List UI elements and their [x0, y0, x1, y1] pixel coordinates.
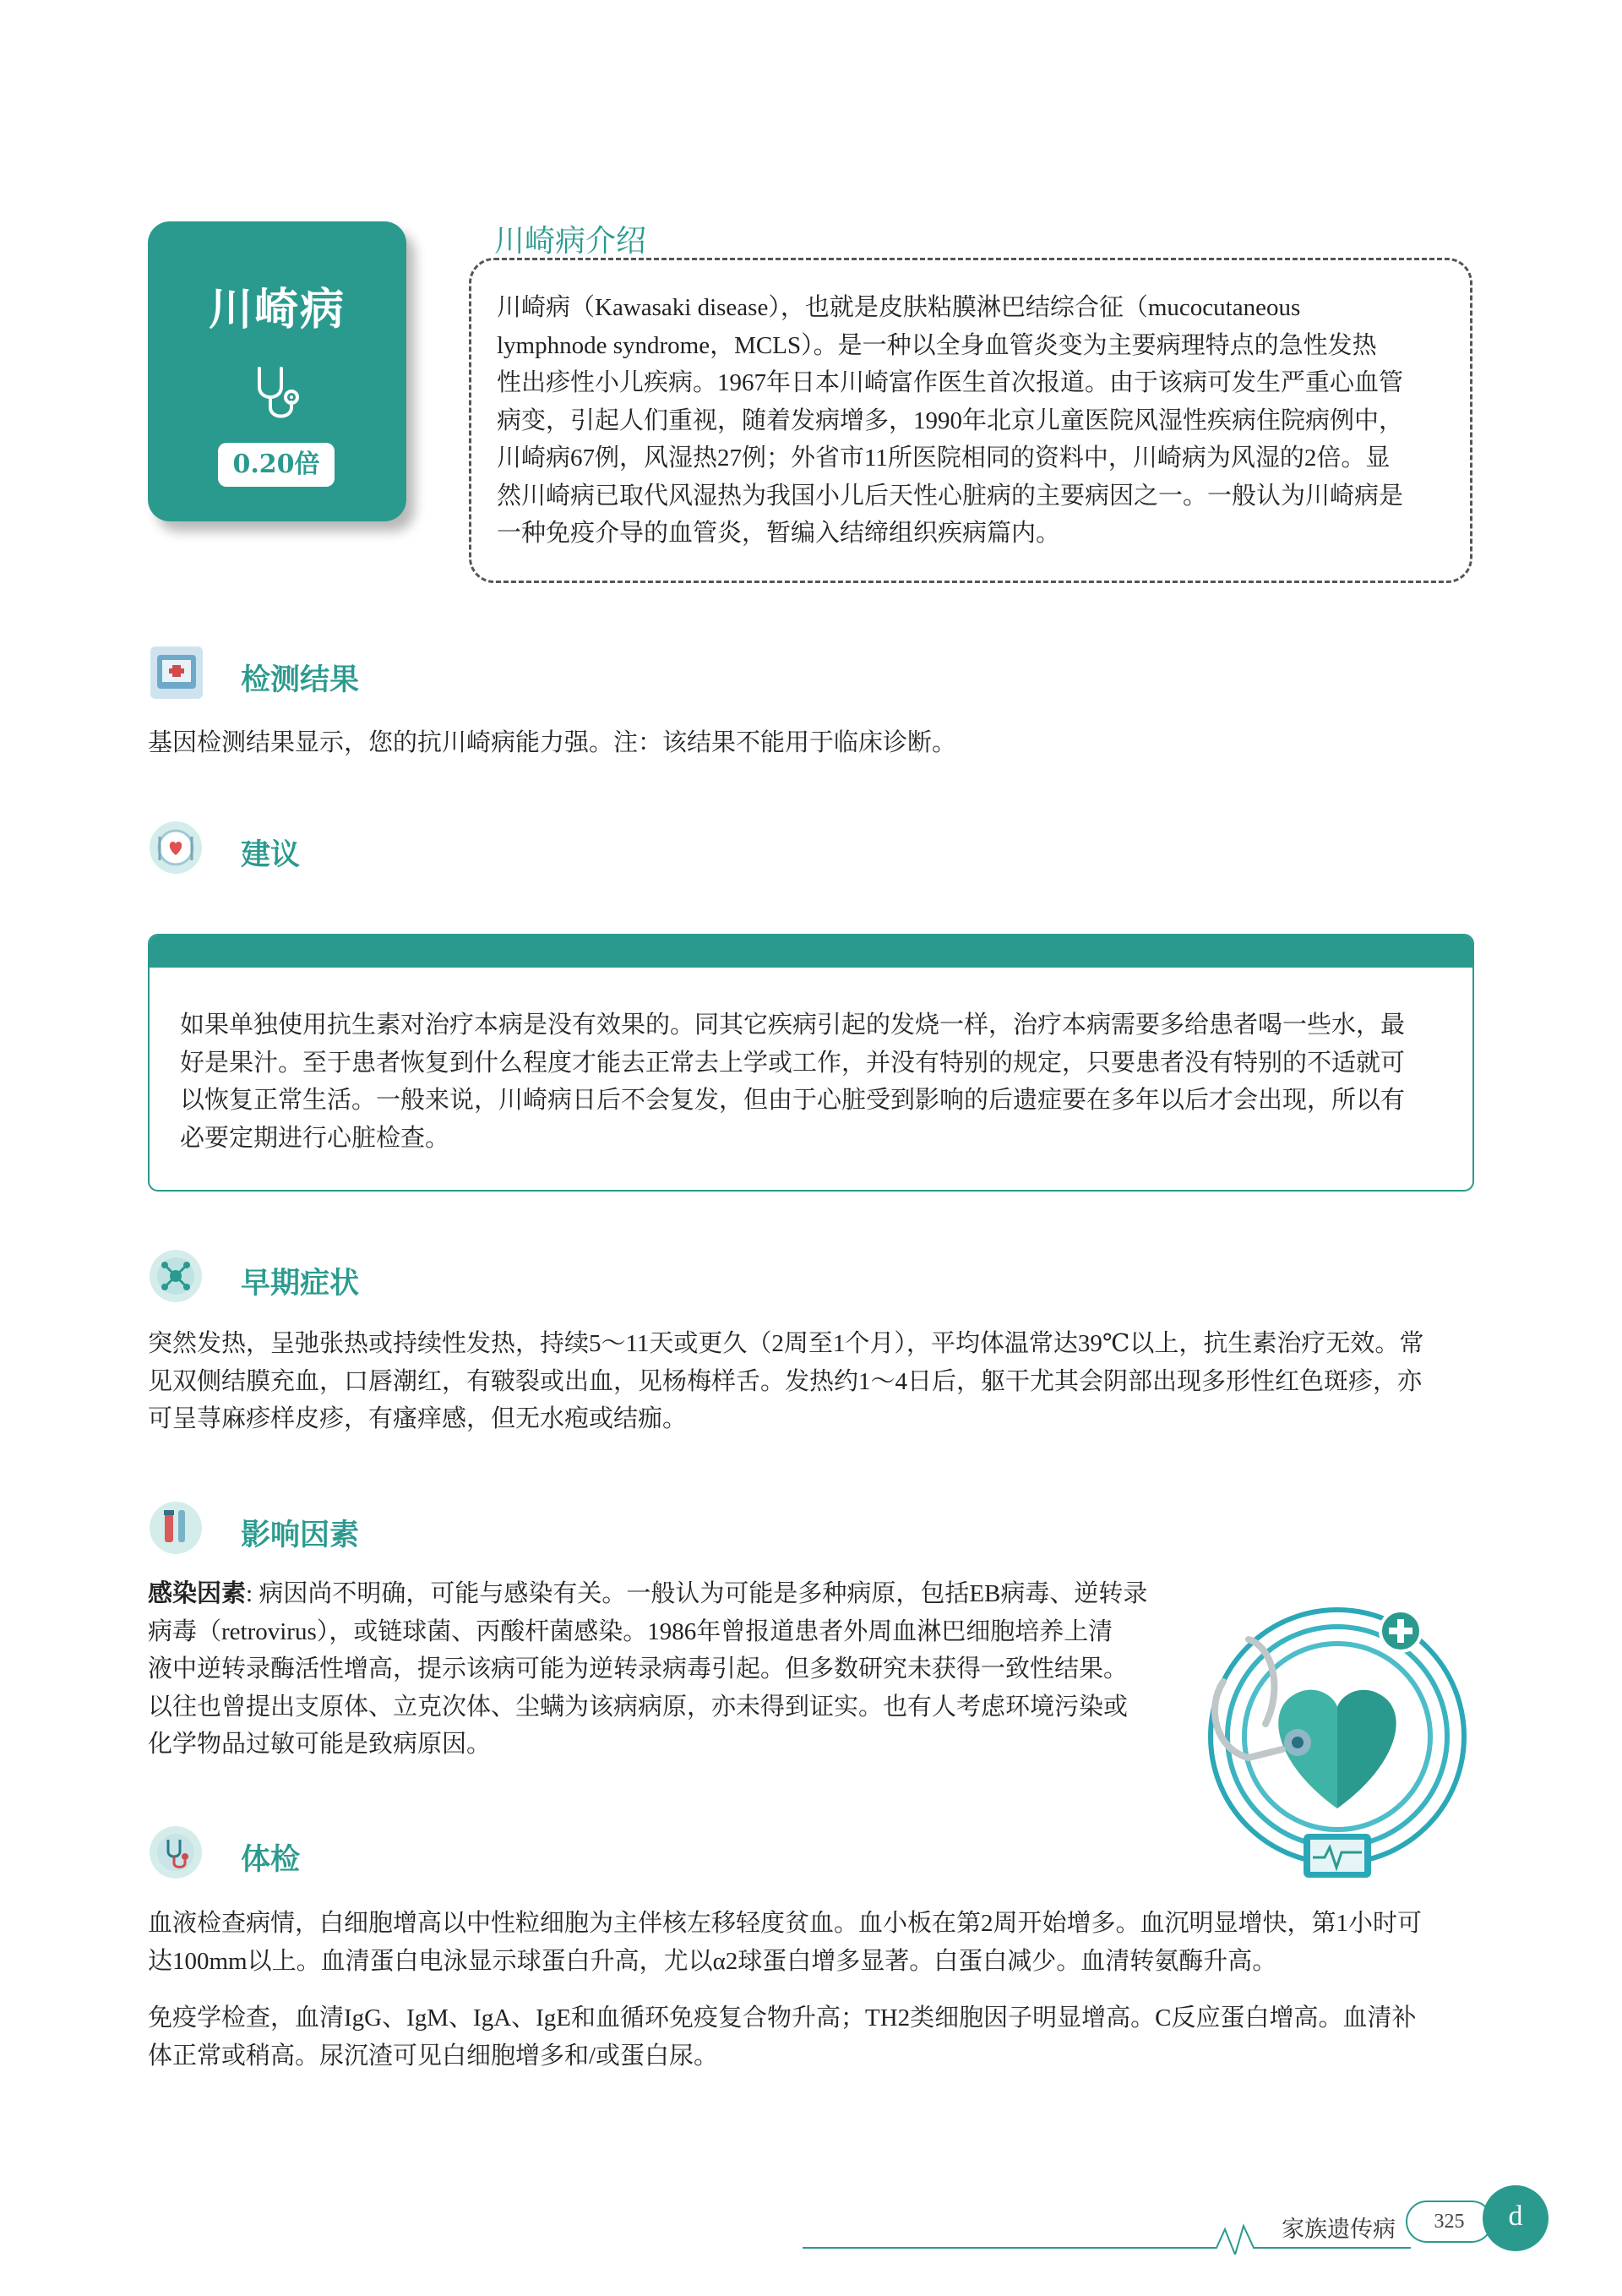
intro-line: 病变，引起人们重视，随着发病增多，1990年北京儿童医院风湿性疾病住院病例中，: [497, 406, 1404, 434]
symptoms-line: 见双侧结膜充血，口唇潮红，有皲裂或出血，见杨梅样舌。发热约1～4日后，躯干尤其会阴部出现多形性红色斑疹，亦: [148, 1367, 1423, 1395]
exam-line: 免疫学检查，血清IgG、IgM、IgA、IgE和血循环免疫复合物升高；TH2类细胞因子明显增高。C反应蛋白增高。血清补: [148, 2004, 1417, 2031]
intro-line: 一种免疫介导的血管炎，暂编入结缔组织疾病篇内。: [497, 520, 1061, 547]
advice-line: 好是果汁。至于患者恢复到什么程度才能去正常去上学或工作，并没有特别的规定，只要患者没有特别的不适就可: [180, 1049, 1406, 1077]
advice-title: 建议: [241, 838, 301, 872]
disease-card: [148, 221, 406, 521]
factors-first-line: [148, 1574, 1187, 1613]
physical-exam-para-2: [148, 1999, 1474, 2075]
test-result-text: 基因检测结果显示，您的抗川崎病能力强。注：该结果不能用于临床诊断。: [148, 729, 957, 756]
factors-line: 化学物品过敏可能是致病原因。: [148, 1731, 492, 1758]
exam-line: 达100mm以上。血清蛋白电泳显示球蛋白升高，尤以α2球蛋白增多显著。白蛋白减少。血清转氨酶升高。: [148, 1947, 1277, 1975]
symptoms-text: [148, 1325, 1474, 1438]
symptoms-line: 突然发热，呈弛张热或持续性发热，持续5～11天或更久（2周至1个月），平均体温常达39℃以上，抗生素治疗无效。常: [148, 1330, 1424, 1357]
physical-exam-para-1: [148, 1905, 1474, 1980]
page-mark-circle: d: [1483, 2185, 1549, 2251]
factors-icon: [150, 1502, 202, 1554]
heart-stethoscope-illustration: [1198, 1589, 1477, 1884]
advice-line: 如果单独使用抗生素对治疗本病是没有效果的。同其它疾病引起的发烧一样，治疗本病需要多给患者喝一些水，最: [180, 1012, 1406, 1039]
intro-line: lymphnode syndrome，MCLS）。是一种以全身血管炎变为主要病理特点的急性发热: [497, 331, 1377, 359]
advice-line: 必要定期进行心脏检查。: [180, 1124, 450, 1152]
exam-line: 血液检查病情，白细胞增高以中性粒细胞为主伴核左移轻度贫血。血小板在第2周开始增多。血沉明显增快，第1小时可: [148, 1910, 1423, 1937]
advice-box: [148, 934, 1474, 1192]
page-number: 325: [1406, 2201, 1493, 2243]
intro-text: [497, 289, 1447, 553]
advice-header-bar: [150, 935, 1472, 968]
intro-line: 性出疹性小儿疾病。1967年日本川崎富作医生首次报道。由于该病可发生严重心血管: [497, 369, 1404, 396]
intro-line: 川崎病（Kawasaki disease），也就是皮肤粘膜淋巴结综合征（mucocutaneous: [497, 294, 1301, 321]
exam-line: 体正常或稍高。尿沉渣可见白细胞增多和/或蛋白尿。: [148, 2042, 719, 2070]
symptoms-line: 可呈荨麻疹样皮疹，有瘙痒感，但无水疱或结痂。: [148, 1405, 688, 1432]
factors-line: 以往也曾提出支原体、立克次体、尘螨为该病病原，亦未得到证实。也有人考虑环境污染或: [148, 1693, 1129, 1721]
advice-line: 以恢复正常生活。一般来说，川崎病日后不会复发，但由于心脏受到影响的后遗症要在多年以后才会出现，所以有: [180, 1087, 1406, 1114]
physical-exam-icon: [150, 1826, 202, 1879]
test-result-icon: [150, 646, 203, 699]
disease-name: 川崎病: [208, 285, 346, 335]
test-result-title: 检测结果: [241, 663, 360, 697]
factors-first-line-rest: : 病因尚不明确，可能与感染有关。一般认为可能是多种病原，包括EB病毒、逆转录: [246, 1580, 1148, 1607]
factors-line: 液中逆转录酶活性增高，提示该病可能为逆转录病毒引起。但多数研究未获得一致性结果。: [148, 1655, 1129, 1682]
factors-label: 感染因素: [148, 1579, 247, 1607]
ratio-badge: 0.20倍: [218, 443, 335, 487]
advice-text: [180, 1006, 1445, 1157]
footer-book-title: 家族遗传病: [1282, 2217, 1396, 2243]
stethoscope-icon: [248, 363, 310, 426]
intro-title: 川崎病介绍: [494, 224, 647, 259]
factors-text: [148, 1574, 1187, 1764]
symptoms-icon: [150, 1250, 202, 1302]
factors-line: 病毒（retrovirus），或链球菌、丙酸杆菌感染。1986年曾报道患者外周血淋巴细胞培养上清: [148, 1617, 1113, 1645]
physical-exam-title: 体检: [241, 1843, 301, 1877]
factors-title: 影响因素: [241, 1519, 360, 1552]
intro-line: 川崎病67例，风湿热27例；外省市11所医院相同的资料中，川崎病为风湿的2倍。显: [497, 444, 1391, 472]
symptoms-title: 早期症状: [241, 1267, 360, 1301]
intro-line: 然川崎病已取代风湿热为我国小儿后天性心脏病的主要病因之一。一般认为川崎病是: [497, 482, 1404, 510]
advice-icon: [150, 821, 202, 874]
